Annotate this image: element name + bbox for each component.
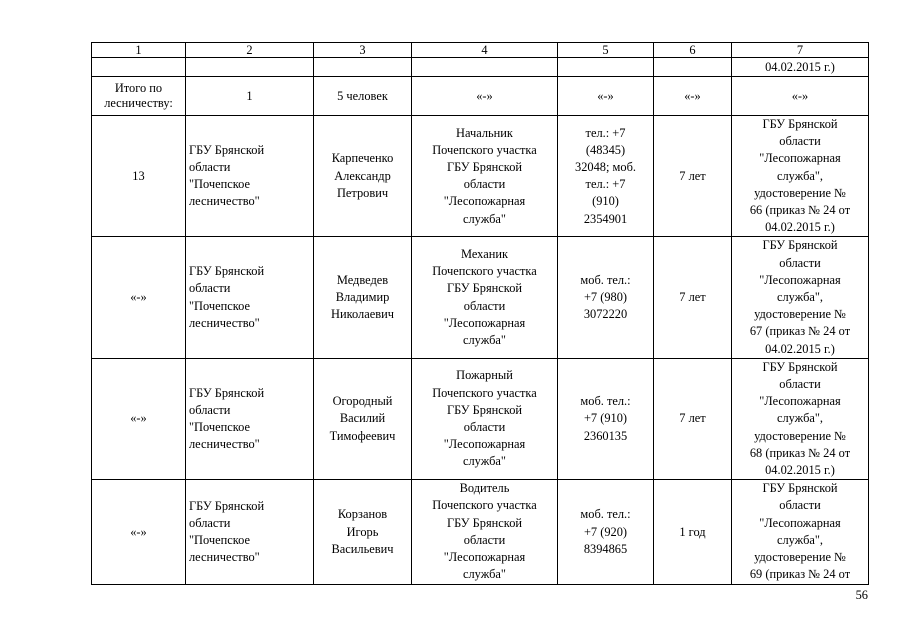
column-number: 4	[412, 43, 558, 58]
column-number: 3	[314, 43, 412, 58]
experience-cell: 1 год	[654, 480, 732, 585]
total-cell: «-»	[654, 77, 732, 116]
table-cell	[654, 58, 732, 77]
certificate-cell: ГБУ Брянской области "Лесопожарная служба", удостоверение № 69 (приказ № 24 от	[732, 480, 869, 585]
organization-cell: ГБУ Брянской области "Почепское лесничество"	[186, 237, 314, 358]
full-name-cell: Карпеченко Александр Петрович	[314, 116, 412, 237]
table-row	[92, 237, 869, 358]
row-number: 13	[92, 116, 186, 237]
experience-cell: 7 лет	[654, 116, 732, 237]
phone-cell: моб. тел.: +7 (910) 2360135	[558, 358, 654, 479]
table-row	[92, 480, 869, 585]
table-cell	[412, 58, 558, 77]
column-number: 1	[92, 43, 186, 58]
table-cell	[186, 58, 314, 77]
experience-cell: 7 лет	[654, 358, 732, 479]
table-row	[92, 116, 869, 237]
page-number: 56	[855, 588, 868, 602]
phone-cell: тел.: +7 (48345) 32048; моб. тел.: +7 (910) 2354901	[558, 116, 654, 237]
phone-cell: моб. тел.: +7 (920) 8394865	[558, 480, 654, 585]
total-people-count: 5 человек	[314, 77, 412, 116]
total-cell: «-»	[558, 77, 654, 116]
total-cell: 1	[186, 77, 314, 116]
position-cell: Водитель Почепского участка ГБУ Брянской области "Лесопожарная служба"	[412, 480, 558, 585]
full-name-cell: Корзанов Игорь Васильевич	[314, 480, 412, 585]
row-number: «-»	[92, 480, 186, 585]
column-number-row	[92, 43, 869, 58]
organization-cell: ГБУ Брянской области "Почепское лесничество"	[186, 480, 314, 585]
table-cell	[314, 58, 412, 77]
position-cell: Механик Почепского участка ГБУ Брянской области "Лесопожарная служба"	[412, 237, 558, 358]
certificate-cell: ГБУ Брянской области "Лесопожарная служба", удостоверение № 67 (приказ № 24 от 04.02.2015 г.)	[732, 237, 869, 358]
total-row	[92, 77, 869, 116]
experience-cell: 7 лет	[654, 237, 732, 358]
phone-cell: моб. тел.: +7 (980) 3072220	[558, 237, 654, 358]
full-name-cell: Медведев Владимир Николаевич	[314, 237, 412, 358]
continuation-row	[92, 58, 869, 77]
table-row	[92, 358, 869, 479]
total-label: Итого по лесничеству:	[92, 77, 186, 116]
column-number: 6	[654, 43, 732, 58]
total-cell: «-»	[732, 77, 869, 116]
organization-cell: ГБУ Брянской области "Почепское лесничество"	[186, 116, 314, 237]
organization-cell: ГБУ Брянской области "Почепское лесничество"	[186, 358, 314, 479]
certificate-cell: ГБУ Брянской области "Лесопожарная служба", удостоверение № 66 (приказ № 24 от 04.02.2015 г.)	[732, 116, 869, 237]
column-number: 7	[732, 43, 869, 58]
table-cell	[92, 58, 186, 77]
table-cell: 04.02.2015 г.)	[732, 58, 869, 77]
position-cell: Начальник Почепского участка ГБУ Брянской области "Лесопожарная служба"	[412, 116, 558, 237]
column-number: 2	[186, 43, 314, 58]
row-number: «-»	[92, 237, 186, 358]
full-name-cell: Огородный Василий Тимофеевич	[314, 358, 412, 479]
row-number: «-»	[92, 358, 186, 479]
position-cell: Пожарный Почепского участка ГБУ Брянской области "Лесопожарная служба"	[412, 358, 558, 479]
total-cell: «-»	[412, 77, 558, 116]
personnel-table	[91, 42, 869, 585]
table-cell	[558, 58, 654, 77]
column-number: 5	[558, 43, 654, 58]
certificate-cell: ГБУ Брянской области "Лесопожарная служба", удостоверение № 68 (приказ № 24 от 04.02.2015 г.)	[732, 358, 869, 479]
